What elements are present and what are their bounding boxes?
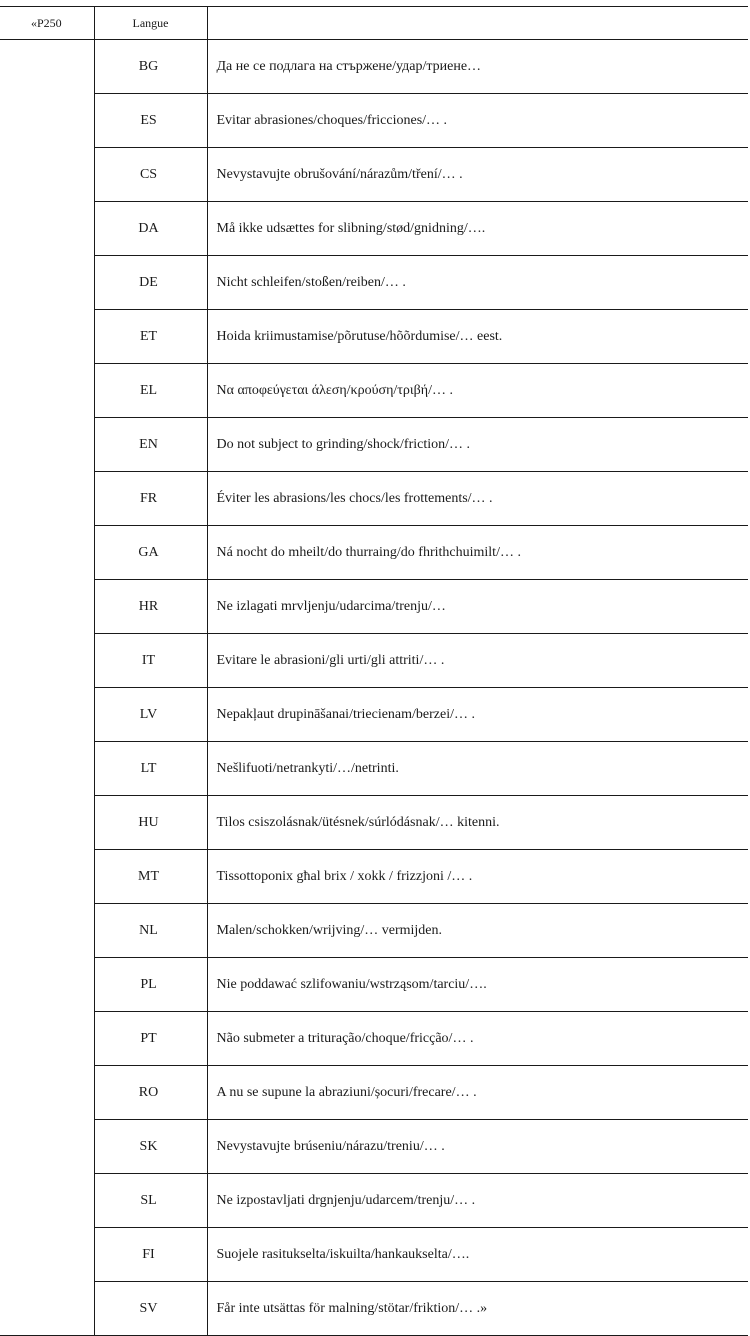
language-code: CS	[94, 148, 207, 202]
table-row	[0, 310, 748, 364]
statement-text: Nevystavujte brúseniu/nárazu/treniu/… .	[207, 1120, 748, 1174]
code-cell	[0, 418, 94, 472]
header-row	[0, 7, 748, 40]
table-row	[0, 1012, 748, 1066]
statement-text: A nu se supune la abraziuni/șocuri/frecare/… .	[207, 1066, 748, 1120]
code-cell	[0, 202, 94, 256]
statement-text: Do not subject to grinding/shock/friction/… .	[207, 418, 748, 472]
statement-text: Não submeter a trituração/choque/fricção/… .	[207, 1012, 748, 1066]
language-code: RO	[94, 1066, 207, 1120]
language-code: LV	[94, 688, 207, 742]
language-code: DE	[94, 256, 207, 310]
statement-text: Να αποφεύγεται άλεση/κρούση/τριβή/… .	[207, 364, 748, 418]
header-language: Langue	[94, 7, 207, 40]
header-statement	[207, 7, 748, 40]
code-cell	[0, 634, 94, 688]
language-code: MT	[94, 850, 207, 904]
code-cell	[0, 364, 94, 418]
language-code: SV	[94, 1282, 207, 1336]
table-row	[0, 634, 748, 688]
statement-text: Ne izpostavljati drgnjenju/udarcem/trenju/… .	[207, 1174, 748, 1228]
code-cell	[0, 472, 94, 526]
statement-text: Éviter les abrasions/les chocs/les frottements/… .	[207, 472, 748, 526]
language-code: NL	[94, 904, 207, 958]
table-row	[0, 256, 748, 310]
table-row	[0, 1282, 748, 1336]
table-row	[0, 796, 748, 850]
code-cell	[0, 94, 94, 148]
language-code: IT	[94, 634, 207, 688]
statement-text: Får inte utsättas för malning/stötar/friktion/… .»	[207, 1282, 748, 1336]
statement-text: Nie poddawać szlifowaniu/wstrząsom/tarciu/….	[207, 958, 748, 1012]
code-cell	[0, 1120, 94, 1174]
precautionary-statement-table	[0, 6, 748, 1336]
code-cell	[0, 1174, 94, 1228]
table-row	[0, 580, 748, 634]
table-row	[0, 526, 748, 580]
code-cell	[0, 1282, 94, 1336]
statement-text: Tissottoponix għal brix / xokk / frizzjoni /… .	[207, 850, 748, 904]
language-code: LT	[94, 742, 207, 796]
language-code: ET	[94, 310, 207, 364]
statement-text: Да не се подлага на стържене/удар/триене…	[207, 40, 748, 94]
language-code: GA	[94, 526, 207, 580]
code-cell	[0, 1066, 94, 1120]
statement-text: Malen/schokken/wrijving/… vermijden.	[207, 904, 748, 958]
statement-text: Tilos csiszolásnak/ütésnek/súrlódásnak/… kitenni.	[207, 796, 748, 850]
table-row	[0, 742, 748, 796]
code-cell	[0, 796, 94, 850]
table-row	[0, 40, 748, 94]
language-code: HR	[94, 580, 207, 634]
language-code: FI	[94, 1228, 207, 1282]
statement-text: Suojele rasitukselta/iskuilta/hankaukselta/….	[207, 1228, 748, 1282]
statement-text: Nicht schleifen/stoßen/reiben/… .	[207, 256, 748, 310]
code-cell	[0, 742, 94, 796]
table-row	[0, 1228, 748, 1282]
table-row	[0, 1120, 748, 1174]
statement-text: Evitare le abrasioni/gli urti/gli attriti/… .	[207, 634, 748, 688]
table-row	[0, 148, 748, 202]
table-body	[0, 7, 748, 1336]
table-row	[0, 472, 748, 526]
code-cell	[0, 850, 94, 904]
statement-text: Må ikke udsættes for slibning/stød/gnidning/….	[207, 202, 748, 256]
table-row	[0, 850, 748, 904]
code-cell	[0, 526, 94, 580]
table-row	[0, 1174, 748, 1228]
table-row	[0, 958, 748, 1012]
code-cell	[0, 40, 94, 94]
statement-text: Nevystavujte obrušování/nárazům/tření/… .	[207, 148, 748, 202]
statement-text: Ná nocht do mheilt/do thurraing/do fhrithchuimilt/… .	[207, 526, 748, 580]
table-row	[0, 904, 748, 958]
code-cell	[0, 256, 94, 310]
language-code: BG	[94, 40, 207, 94]
header-code: «P250	[0, 7, 94, 40]
language-code: HU	[94, 796, 207, 850]
code-cell	[0, 148, 94, 202]
statement-text: Nepakļaut drupināšanai/triecienam/berzei/… .	[207, 688, 748, 742]
statement-text: Ne izlagati mrvljenju/udarcima/trenju/…	[207, 580, 748, 634]
language-code: ES	[94, 94, 207, 148]
statement-text: Evitar abrasiones/choques/fricciones/… .	[207, 94, 748, 148]
table-row	[0, 202, 748, 256]
language-code: FR	[94, 472, 207, 526]
language-code: DA	[94, 202, 207, 256]
language-code: SK	[94, 1120, 207, 1174]
statement-text: Nešlifuoti/netrankyti/…/netrinti.	[207, 742, 748, 796]
table-row	[0, 1066, 748, 1120]
code-cell	[0, 310, 94, 364]
code-cell	[0, 1012, 94, 1066]
table-row	[0, 688, 748, 742]
code-cell	[0, 958, 94, 1012]
language-code: PL	[94, 958, 207, 1012]
table-row	[0, 364, 748, 418]
code-cell	[0, 1228, 94, 1282]
table-row	[0, 94, 748, 148]
code-cell	[0, 688, 94, 742]
language-code: PT	[94, 1012, 207, 1066]
language-code: EN	[94, 418, 207, 472]
statement-text: Hoida kriimustamise/põrutuse/hõõrdumise/… eest.	[207, 310, 748, 364]
table-row	[0, 418, 748, 472]
code-cell	[0, 580, 94, 634]
language-code: EL	[94, 364, 207, 418]
code-cell	[0, 904, 94, 958]
language-code: SL	[94, 1174, 207, 1228]
